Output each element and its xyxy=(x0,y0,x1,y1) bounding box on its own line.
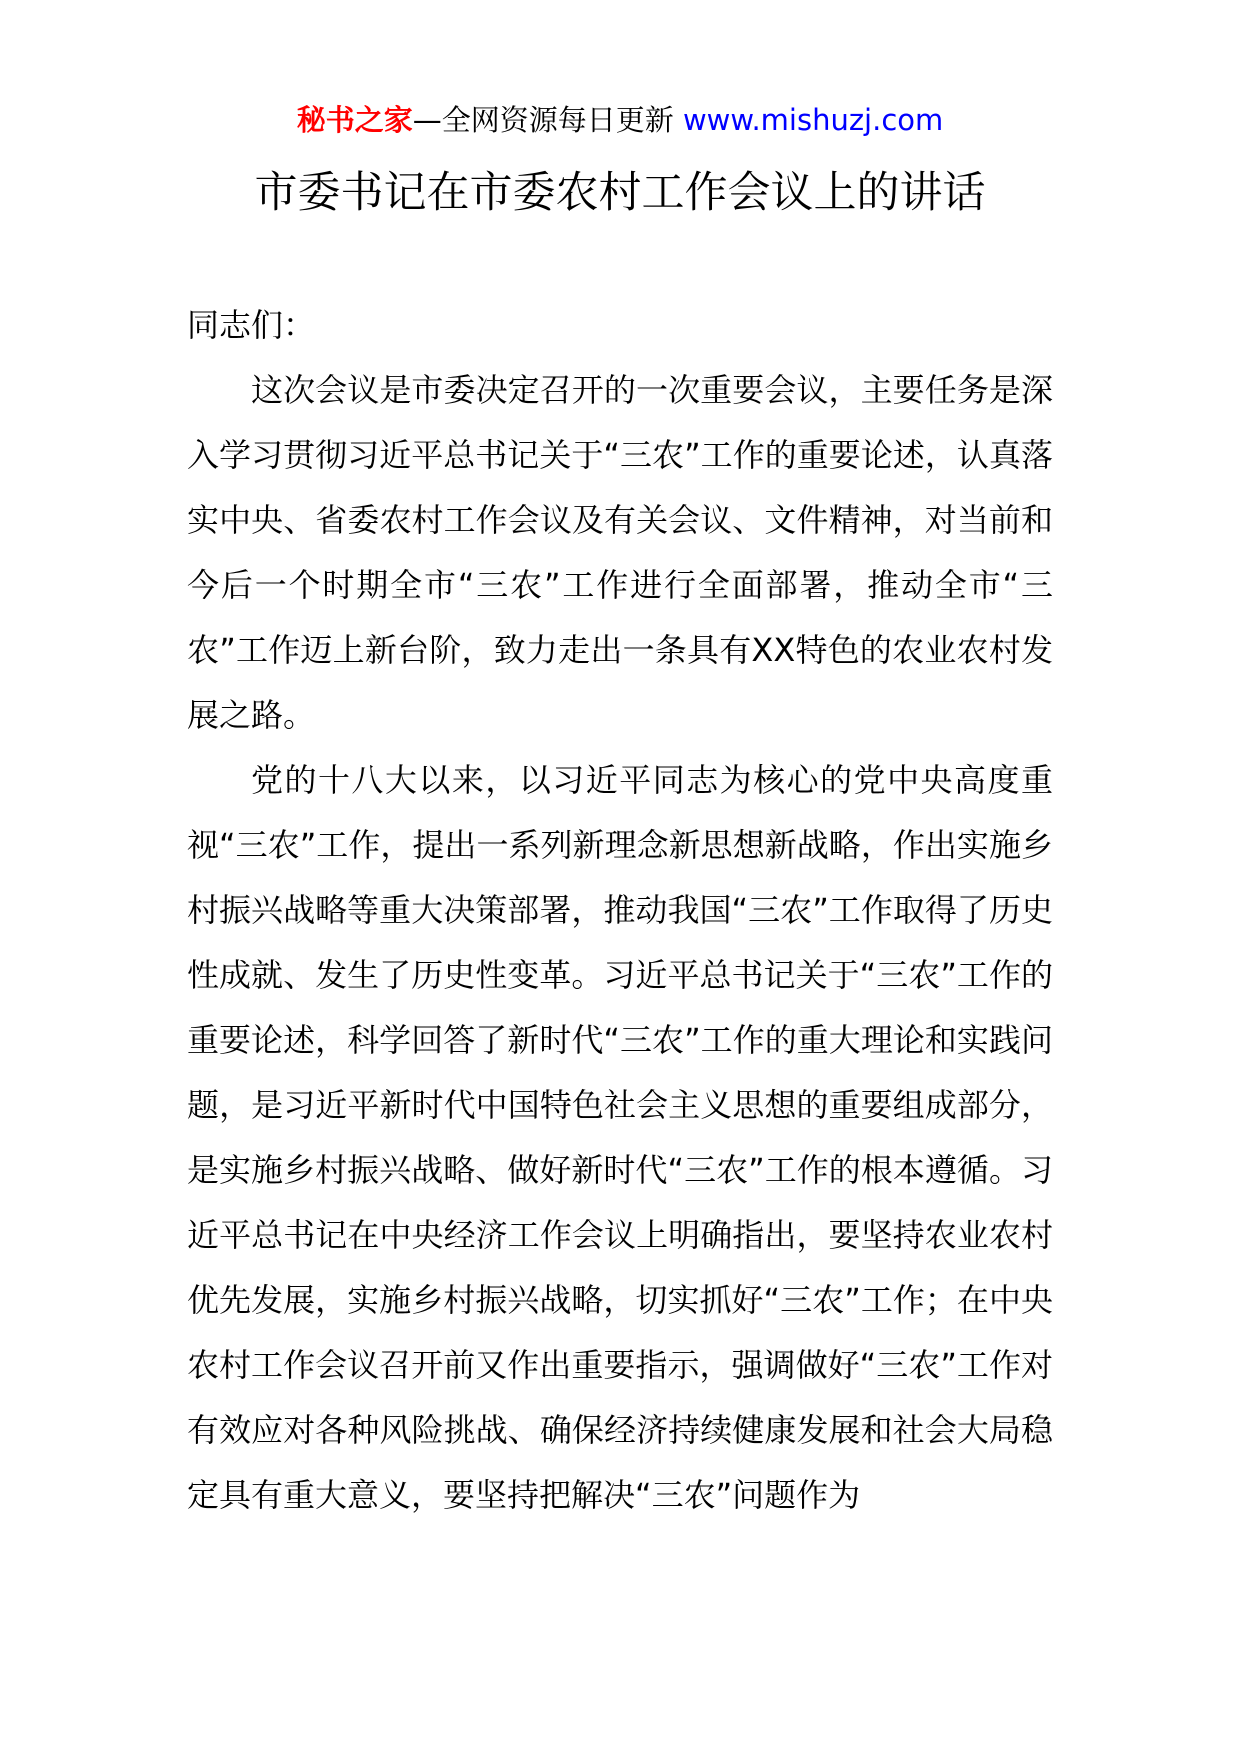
site-brand: 秘书之家 xyxy=(296,103,413,137)
document-body xyxy=(187,293,1053,1528)
site-url-link[interactable]: www.mishuzj.com xyxy=(682,103,944,137)
site-header xyxy=(0,100,1240,140)
salutation: 同志们： xyxy=(187,306,316,344)
site-tagline: —全网资源每日更新 xyxy=(412,103,674,137)
paragraph: 这次会议是市委决定召开的一次重要会议，主要任务是深入学习贯彻习近平总书记关于“三农”工作的重要论述，认真落实中央、省委农村工作会议及有关会议、文件精神，对当前和今后一个时期全市“三农”工作进行全面部署，推动全市“三农”工作迈上新台阶，致力走出一条具有XX特色的农业农村发展之路。 xyxy=(187,371,1053,734)
paragraph: 党的十八大以来，以习近平同志为核心的党中央高度重视“三农”工作，提出一系列新理念新思想新战略，作出实施乡村振兴战略等重大决策部署，推动我国“三农”工作取得了历史性成就、发生了历史性变革。习近平总书记关于“三农”工作的重要论述，科学回答了新时代“三农”工作的重大理论和实践问题，是习近平新时代中国特色社会主义思想的重要组成部分，是实施乡村振兴战略、做好新时代“三农”工作的根本遵循。习近平总书记在中央经济工作会议上明确指出，要坚持农业农村优先发展，实施乡村振兴战略，切实抓好“三农”工作；在中央农村工作会议召开前又作出重要指示，强调做好“三农”工作对有效应对各种风险挑战、确保经济持续健康发展和社会大局稳定具有重大意义，要坚持把解决“三农”问题作为 xyxy=(187,761,1053,1514)
document-title: 市委书记在市委农村工作会议上的讲话 xyxy=(254,168,986,218)
